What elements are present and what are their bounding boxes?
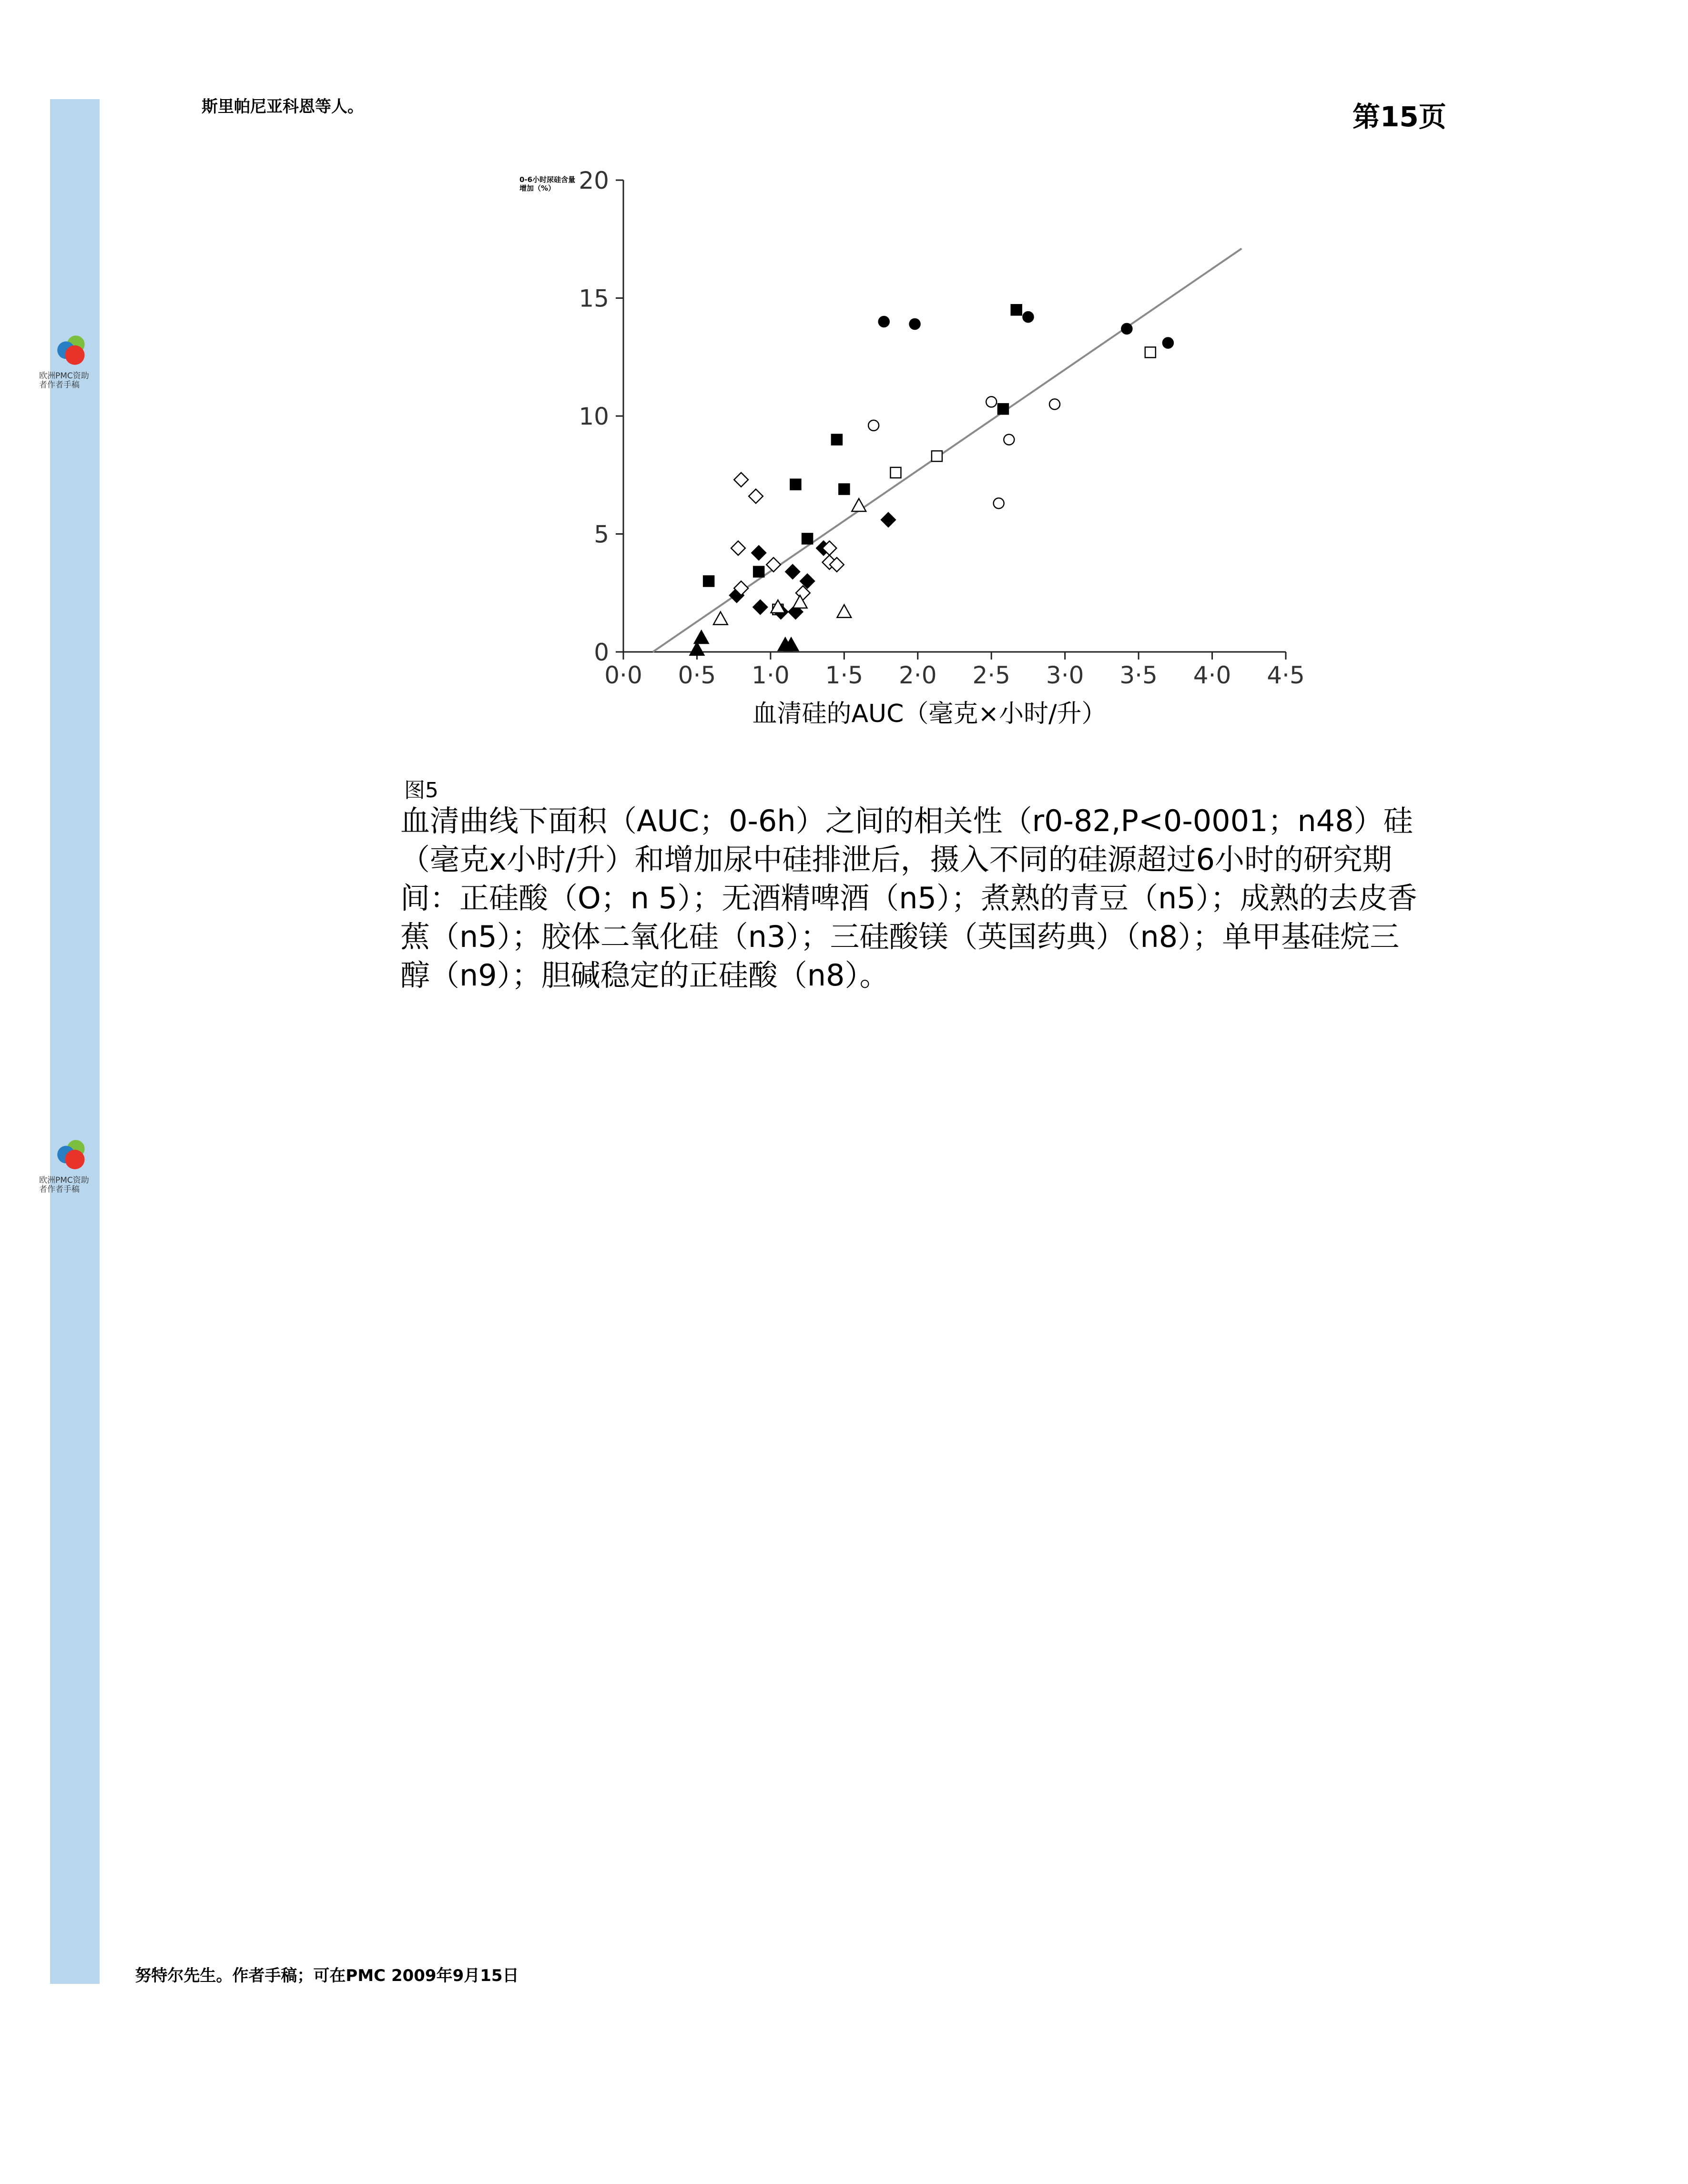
x-tick-label: 3·5 bbox=[1119, 661, 1158, 689]
x-axis-label: 血清硅的AUC（毫克×小时/升） bbox=[752, 700, 1107, 728]
data-point bbox=[879, 316, 889, 327]
pmc-funder-label: 欧洲PMC资助者作者手稿 bbox=[39, 1176, 89, 1194]
y-tick-label: 20 bbox=[579, 167, 609, 194]
data-point bbox=[790, 479, 801, 490]
pmc-funder-label: 欧洲PMC资助者作者手稿 bbox=[39, 371, 89, 390]
data-point bbox=[881, 513, 895, 527]
x-tick-label: 0·5 bbox=[678, 661, 716, 689]
page-footer bbox=[0, 1962, 1688, 1986]
data-point bbox=[839, 484, 849, 494]
data-point bbox=[749, 489, 763, 503]
chart-axes bbox=[623, 180, 1286, 652]
figure-caption: 血清曲线下面积（AUC；0-6h）之间的相关性（r0-82,P<0-0001；n48）硅（毫克x小时/升）和增加尿中硅排泄后，摄入不同的硅源超过6小时的研究期间：正硅酸（O；n 5）；无酒精啤酒（n5）；煮熟的青豆（n5）；成熟的去皮香蕉（n5）；胶体二氧化硅（n3）；三硅酸镁（英国药典）（n8）；单甲基硅烷三醇（n9）；胆碱稳定的正硅酸（n8）。 bbox=[400, 803, 1417, 993]
data-point bbox=[734, 473, 748, 487]
y-axis-label: 0-6小时尿硅含量增加（%） bbox=[519, 175, 576, 193]
x-tick-label: 4·0 bbox=[1193, 661, 1231, 689]
data-point bbox=[731, 541, 745, 555]
x-tick-label: 2·5 bbox=[972, 661, 1010, 689]
data-point bbox=[1163, 338, 1173, 348]
data-point bbox=[910, 319, 920, 329]
data-point bbox=[1145, 347, 1156, 357]
data-point bbox=[703, 576, 714, 587]
data-point bbox=[852, 498, 866, 511]
data-point bbox=[1121, 324, 1132, 334]
x-tick-label: 3·0 bbox=[1046, 661, 1084, 689]
data-point bbox=[713, 612, 728, 625]
pmc-logo-icon bbox=[53, 1138, 92, 1177]
page-number: 第15页 bbox=[1352, 101, 1446, 133]
data-point bbox=[753, 567, 764, 577]
footer-text: 努特尔先生。作者手稿；可在PMC 2009年9月15日 bbox=[135, 1966, 519, 1985]
scatter-chart bbox=[500, 162, 1334, 743]
figure-label: 图5 bbox=[404, 778, 438, 802]
data-points bbox=[690, 305, 1173, 655]
data-point bbox=[1023, 312, 1033, 322]
data-point bbox=[837, 605, 851, 618]
x-tick-label: 4·5 bbox=[1267, 661, 1305, 689]
data-point bbox=[890, 467, 901, 478]
pmc-logo-icon bbox=[53, 334, 92, 373]
data-point bbox=[994, 498, 1004, 508]
y-tick-label: 0 bbox=[594, 639, 609, 666]
data-point bbox=[998, 404, 1008, 414]
y-tick-label: 5 bbox=[594, 520, 609, 549]
data-point bbox=[785, 565, 800, 579]
data-point bbox=[694, 630, 709, 643]
data-point bbox=[1049, 399, 1060, 409]
data-point bbox=[753, 600, 767, 614]
data-point bbox=[766, 558, 781, 572]
data-point bbox=[986, 396, 997, 407]
y-tick-label: 15 bbox=[579, 284, 609, 313]
x-tick-label: 1·0 bbox=[752, 661, 790, 689]
x-tick-label: 0·0 bbox=[604, 661, 642, 689]
y-tick-label: 10 bbox=[579, 403, 609, 430]
data-point bbox=[752, 546, 766, 560]
data-point bbox=[802, 533, 813, 544]
x-tick-label: 2·0 bbox=[899, 661, 937, 689]
data-point bbox=[832, 435, 842, 445]
data-point bbox=[868, 420, 879, 431]
x-tick-label: 1·5 bbox=[825, 661, 864, 689]
data-point bbox=[1004, 435, 1014, 445]
running-head: 斯里帕尼亚科恩等人。 bbox=[202, 97, 364, 116]
data-point bbox=[1011, 305, 1022, 315]
chart-ticks bbox=[579, 167, 1304, 689]
data-point bbox=[932, 451, 942, 461]
data-point bbox=[690, 642, 704, 655]
